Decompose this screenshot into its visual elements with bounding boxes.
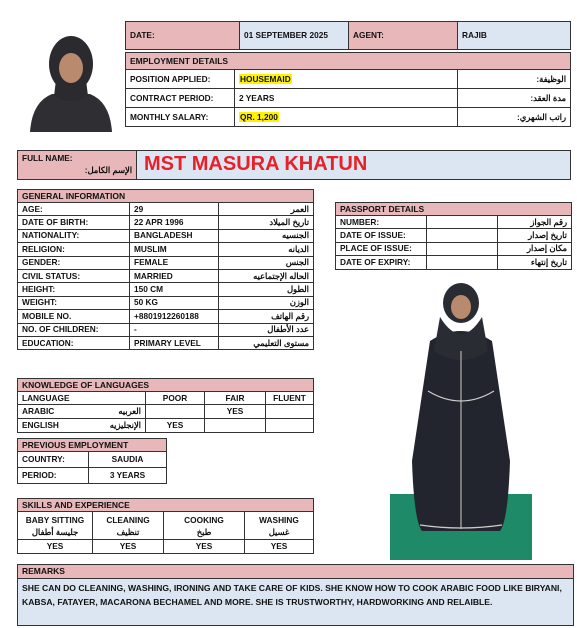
skill-ar: تنظيف: [116, 526, 140, 537]
languages-table: [17, 378, 314, 433]
row-label: AGE:: [18, 203, 130, 216]
table-row: [18, 405, 314, 419]
skill-cleaning: [93, 512, 164, 540]
language-arabic: العربيه: [118, 406, 141, 416]
table-row: [336, 229, 572, 242]
row-value: [427, 229, 498, 242]
row-arabic: الطول: [219, 283, 314, 296]
table-row: [18, 323, 314, 336]
language-arabic: الإنجليزيه: [109, 420, 141, 430]
row-value: 50 KG: [130, 296, 219, 309]
language-name: ARABIC: [22, 406, 55, 416]
row-value: 3 YEARS: [89, 468, 167, 484]
row-label: COUNTRY:: [18, 452, 89, 468]
remarks-text: SHE CAN DO CLEANING, WASHING, IRONING AND TAKE CARE OF KIDS. SHE KNOW HOW TO COOK ARABIC FOOD LIKE BIRYANI, KABSA, FATAYER, MACARONA BECHAMEL AND MORE. SHE IS TRUSTWORTHY, HARDWORKING AND RELAIBLE.: [22, 583, 562, 607]
skill-cooking: [164, 512, 245, 540]
col-poor: POOR: [146, 392, 205, 405]
poor-value: [146, 405, 205, 419]
table-row: [336, 216, 572, 229]
row-label: DATE OF BIRTH:: [18, 216, 130, 229]
row-value: [235, 70, 458, 89]
row-arabic: الوزن: [219, 296, 314, 309]
row-arabic: تاريخ إنتهاء: [498, 256, 572, 269]
row-value: [427, 216, 498, 229]
row-value: 22 APR 1996: [130, 216, 219, 229]
previous-employment-table: [17, 438, 167, 484]
row-label: NO. OF CHILDREN:: [18, 323, 130, 336]
table-row: [18, 256, 314, 269]
row-arabic: مستوى التعليمي: [219, 336, 314, 349]
fair-value: [205, 419, 266, 433]
row-label: MOBILE NO.: [18, 310, 130, 323]
remarks-title: REMARKS: [18, 565, 573, 579]
row-label: CIVIL STATUS:: [18, 269, 130, 282]
row-arabic: رقم الهاتف: [219, 310, 314, 323]
row-label: MONTHLY SALARY:: [126, 108, 235, 127]
remarks-section: [17, 564, 574, 626]
portrait-photo: [22, 22, 120, 132]
date-value: 01 SEPTEMBER 2025: [240, 22, 349, 50]
row-value: SAUDIA: [89, 452, 167, 468]
full-name-arabic: الإسم الكامل:: [84, 165, 132, 175]
full-name-value: MST MASURA KHATUN: [144, 153, 368, 175]
skill-en: BABY SITTING: [25, 514, 85, 525]
table-row: [18, 283, 314, 296]
full-name-bar: [17, 150, 571, 180]
row-arabic: الحاله الإجتماعيه: [219, 269, 314, 282]
agent-value: RAJIB: [458, 22, 571, 50]
row-arabic: مكان إصدار: [498, 242, 572, 255]
row-arabic: الوظيفة:: [458, 70, 571, 89]
fluent-value: [266, 405, 314, 419]
row-value: [235, 108, 458, 127]
skills-table: [17, 498, 314, 554]
row-arabic: الجنس: [219, 256, 314, 269]
row-value: MARRIED: [130, 269, 219, 282]
row-arabic: رقم الجواز: [498, 216, 572, 229]
row-label: NATIONALITY:: [18, 229, 130, 242]
general-info-table: [17, 189, 314, 350]
language-name-cell: [18, 419, 146, 433]
col-fair: FAIR: [205, 392, 266, 405]
skills-header-row: [18, 512, 314, 540]
passport-title: PASSPORT DETAILS: [336, 203, 572, 216]
table-row: [18, 468, 167, 484]
row-label: RELIGION:: [18, 243, 130, 256]
full-name-label: FULL NAME:: [22, 153, 73, 163]
full-body-photo: [390, 281, 532, 560]
row-label: PERIOD:: [18, 468, 89, 484]
date-label: DATE:: [126, 22, 240, 50]
table-row: [18, 296, 314, 309]
row-label: CONTRACT PERIOD:: [126, 89, 235, 108]
skill-ar: غسيل: [268, 526, 290, 537]
table-row: [18, 452, 167, 468]
row-value: 150 CM: [130, 283, 219, 296]
table-header-row: [18, 392, 314, 405]
highlighted-value: QR. 1,200: [240, 111, 278, 122]
row-label: GENDER:: [18, 256, 130, 269]
row-label: DATE OF EXPIRY:: [336, 256, 427, 269]
col-language: LANGUAGE: [18, 392, 146, 405]
highlighted-value: HOUSEMAID: [240, 73, 291, 84]
row-value: PRIMARY LEVEL: [130, 336, 219, 349]
table-row: [18, 203, 314, 216]
table-row: [336, 256, 572, 269]
row-label: WEIGHT:: [18, 296, 130, 309]
skill-value: YES: [164, 540, 245, 554]
table-row: [18, 229, 314, 242]
skill-ar: جليسة أطفال: [31, 526, 79, 537]
row-arabic: الديانه: [219, 243, 314, 256]
table-row: [126, 70, 571, 89]
languages-title: KNOWLEDGE OF LANGUAGES: [18, 379, 314, 392]
row-arabic: تاريخ إصدار: [498, 229, 572, 242]
skill-value: YES: [245, 540, 314, 554]
fluent-value: [266, 419, 314, 433]
table-row: [336, 242, 572, 255]
row-value: [427, 242, 498, 255]
poor-value: YES: [146, 419, 205, 433]
row-label: POSITION APPLIED:: [126, 70, 235, 89]
skill-en: CLEANING: [106, 514, 150, 525]
row-value: FEMALE: [130, 256, 219, 269]
row-value: 29: [130, 203, 219, 216]
row-label: PLACE OF ISSUE:: [336, 242, 427, 255]
fair-value: YES: [205, 405, 266, 419]
row-label: NUMBER:: [336, 216, 427, 229]
table-row: [18, 336, 314, 349]
table-row: [18, 419, 314, 433]
passport-table: [335, 202, 572, 270]
previous-title: PREVIOUS EMPLOYMENT: [18, 439, 167, 452]
row-label: DATE OF ISSUE:: [336, 229, 427, 242]
agent-label: AGENT:: [349, 22, 458, 50]
col-fluent: FLUENT: [266, 392, 314, 405]
skill-en: COOKING: [184, 514, 224, 525]
row-arabic: تاريخ الميلاد: [219, 216, 314, 229]
general-info-title: GENERAL INFORMATION: [18, 190, 314, 203]
row-value: MUSLIM: [130, 243, 219, 256]
row-arabic: مدة العقد:: [458, 89, 571, 108]
row-value: 2 YEARS: [235, 89, 458, 108]
row-arabic: العمر: [219, 203, 314, 216]
employment-table: [125, 52, 571, 127]
header-table: [125, 21, 571, 50]
row-value: -: [130, 323, 219, 336]
row-value: +8801912260188: [130, 310, 219, 323]
skill-baby-sitting: [18, 512, 93, 540]
row-arabic: راتب الشهري:: [458, 108, 571, 127]
row-arabic: الجنسيه: [219, 229, 314, 242]
table-row: [18, 216, 314, 229]
skill-value: YES: [93, 540, 164, 554]
skill-en: WASHING: [259, 514, 299, 525]
table-row: [18, 243, 314, 256]
skill-value: YES: [18, 540, 93, 554]
skill-washing: [245, 512, 314, 540]
row-value: BANGLADESH: [130, 229, 219, 242]
row-label: HEIGHT:: [18, 283, 130, 296]
row-value: [427, 256, 498, 269]
table-row: [126, 108, 571, 127]
table-row: [18, 310, 314, 323]
skill-ar: طبخ: [196, 526, 212, 537]
language-name-cell: [18, 405, 146, 419]
employment-title: EMPLOYMENT DETAILS: [126, 53, 571, 70]
table-row: [18, 269, 314, 282]
table-row: [126, 89, 571, 108]
row-arabic: عدد الأطفال: [219, 323, 314, 336]
full-name-label-cell: [18, 151, 137, 179]
row-label: EDUCATION:: [18, 336, 130, 349]
skills-values-row: [18, 540, 314, 554]
language-name: ENGLISH: [22, 420, 59, 430]
skills-title: SKILLS AND EXPERIENCE: [18, 499, 314, 512]
